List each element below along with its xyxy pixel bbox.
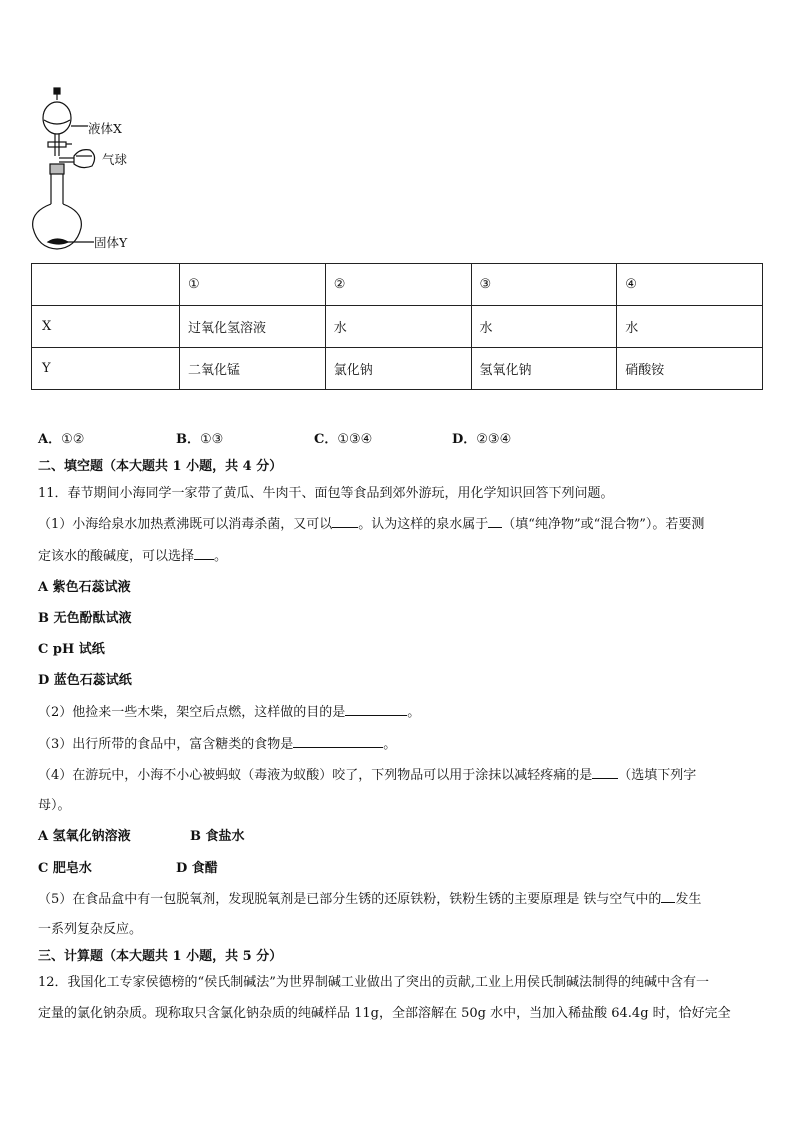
q11-part1-line1: （1）小海给泉水加热煮沸既可以消毒杀菌，又可以 。认为这样的泉水属于 （填“纯净物”或“混合物”）。若要测 — [38, 517, 705, 532]
q11-option-b: B 无色酚酞试液 — [38, 611, 132, 626]
table-row — [32, 306, 763, 348]
q12-line2: 定量的氯化钠杂质。现称取只含氯化钠杂质的纯碱样品 11g，全部溶解在 50g 水中，当加入稀盐酸 64.4g 时，恰好完全 — [38, 1006, 731, 1021]
q11-p4-option-c: C 肥皂水 — [38, 861, 92, 876]
table-cell: X — [32, 306, 180, 348]
table-cell: 过氧化氢溶液 — [180, 306, 326, 348]
table-cell: ① — [180, 264, 326, 306]
choice-d: D．②③④ — [452, 432, 512, 447]
apparatus-figure — [30, 86, 180, 256]
table-cell: Y — [32, 348, 180, 390]
q11-part5-line1: （5）在食品盒中有一包脱氧剂，发现脱氧剂是已部分生锈的还原铁粉，铁粉生锈的主要原理是 铁与空气中的 发生 — [38, 892, 702, 907]
table-cell: 水 — [471, 306, 617, 348]
q11-p4-option-b: B 食盐水 — [190, 829, 245, 844]
q11-stem: 11．春节期间小海同学一家带了黄瓜、牛肉干、面包等食品到郊外游玩，用化学知识回答下列问题。 — [38, 486, 614, 501]
options-table — [31, 263, 763, 390]
q11-option-c: C pH 试纸 — [38, 642, 105, 657]
table-cell: 二氧化锰 — [180, 348, 326, 390]
q11-p4-option-d: D 食醋 — [176, 861, 218, 876]
table-cell: 氯化钠 — [325, 348, 471, 390]
table-header-row — [32, 264, 763, 306]
q11-option-d: D 蓝色石蕊试纸 — [38, 673, 132, 688]
choice-b: B．①③ — [176, 432, 224, 447]
label-liquid-x: 液体X — [88, 121, 122, 136]
label-balloon: 气球 — [102, 152, 128, 167]
q12-line1: 12．我国化工专家侯德榜的“侯氏制碱法”为世界制碱工业做出了突出的贡献,工业上用侯氏制碱法制得的纯碱中含有一 — [38, 975, 709, 990]
table-cell: ③ — [471, 264, 617, 306]
table-cell: 水 — [617, 306, 763, 348]
q11-part4-line1: （4）在游玩中，小海不小心被蚂蚁（毒液为蚁酸）咬了，下列物品可以用于涂抹以减轻疼痛的是 （选填下列字 — [38, 768, 697, 783]
q11-part3: （3）出行所带的食品中，富含糖类的食物是 。 — [38, 737, 397, 752]
q11-part1-line2: 定该水的酸碱度，可以选择 。 — [38, 549, 228, 564]
label-solid-y: 固体Y — [94, 235, 128, 250]
q11-part2: （2）他捡来一些木柴，架空后点燃，这样做的目的是 。 — [38, 705, 421, 720]
q11-part4-line2: 母）。 — [38, 798, 71, 813]
q11-part5-line2: 一系列复杂反应。 — [38, 922, 143, 937]
section-3-title: 三、计算题（本大题共 1 小题，共 5 分） — [38, 949, 283, 964]
q11-p4-option-a: A 氢氧化钠溶液 — [38, 829, 131, 844]
table-cell: ② — [325, 264, 471, 306]
table-cell: 氢氧化钠 — [471, 348, 617, 390]
table-row — [32, 348, 763, 390]
table-cell: 水 — [325, 306, 471, 348]
table-cell: 硝酸铵 — [617, 348, 763, 390]
table-cell — [32, 264, 180, 306]
table-cell: ④ — [617, 264, 763, 306]
flask-apparatus-diagram — [30, 86, 180, 256]
choice-c: C．①③④ — [314, 432, 373, 447]
choice-a: A．①② — [38, 432, 85, 447]
q11-option-a: A 紫色石蕊试液 — [38, 580, 131, 595]
section-2-title: 二、填空题（本大题共 1 小题，共 4 分） — [38, 459, 283, 474]
